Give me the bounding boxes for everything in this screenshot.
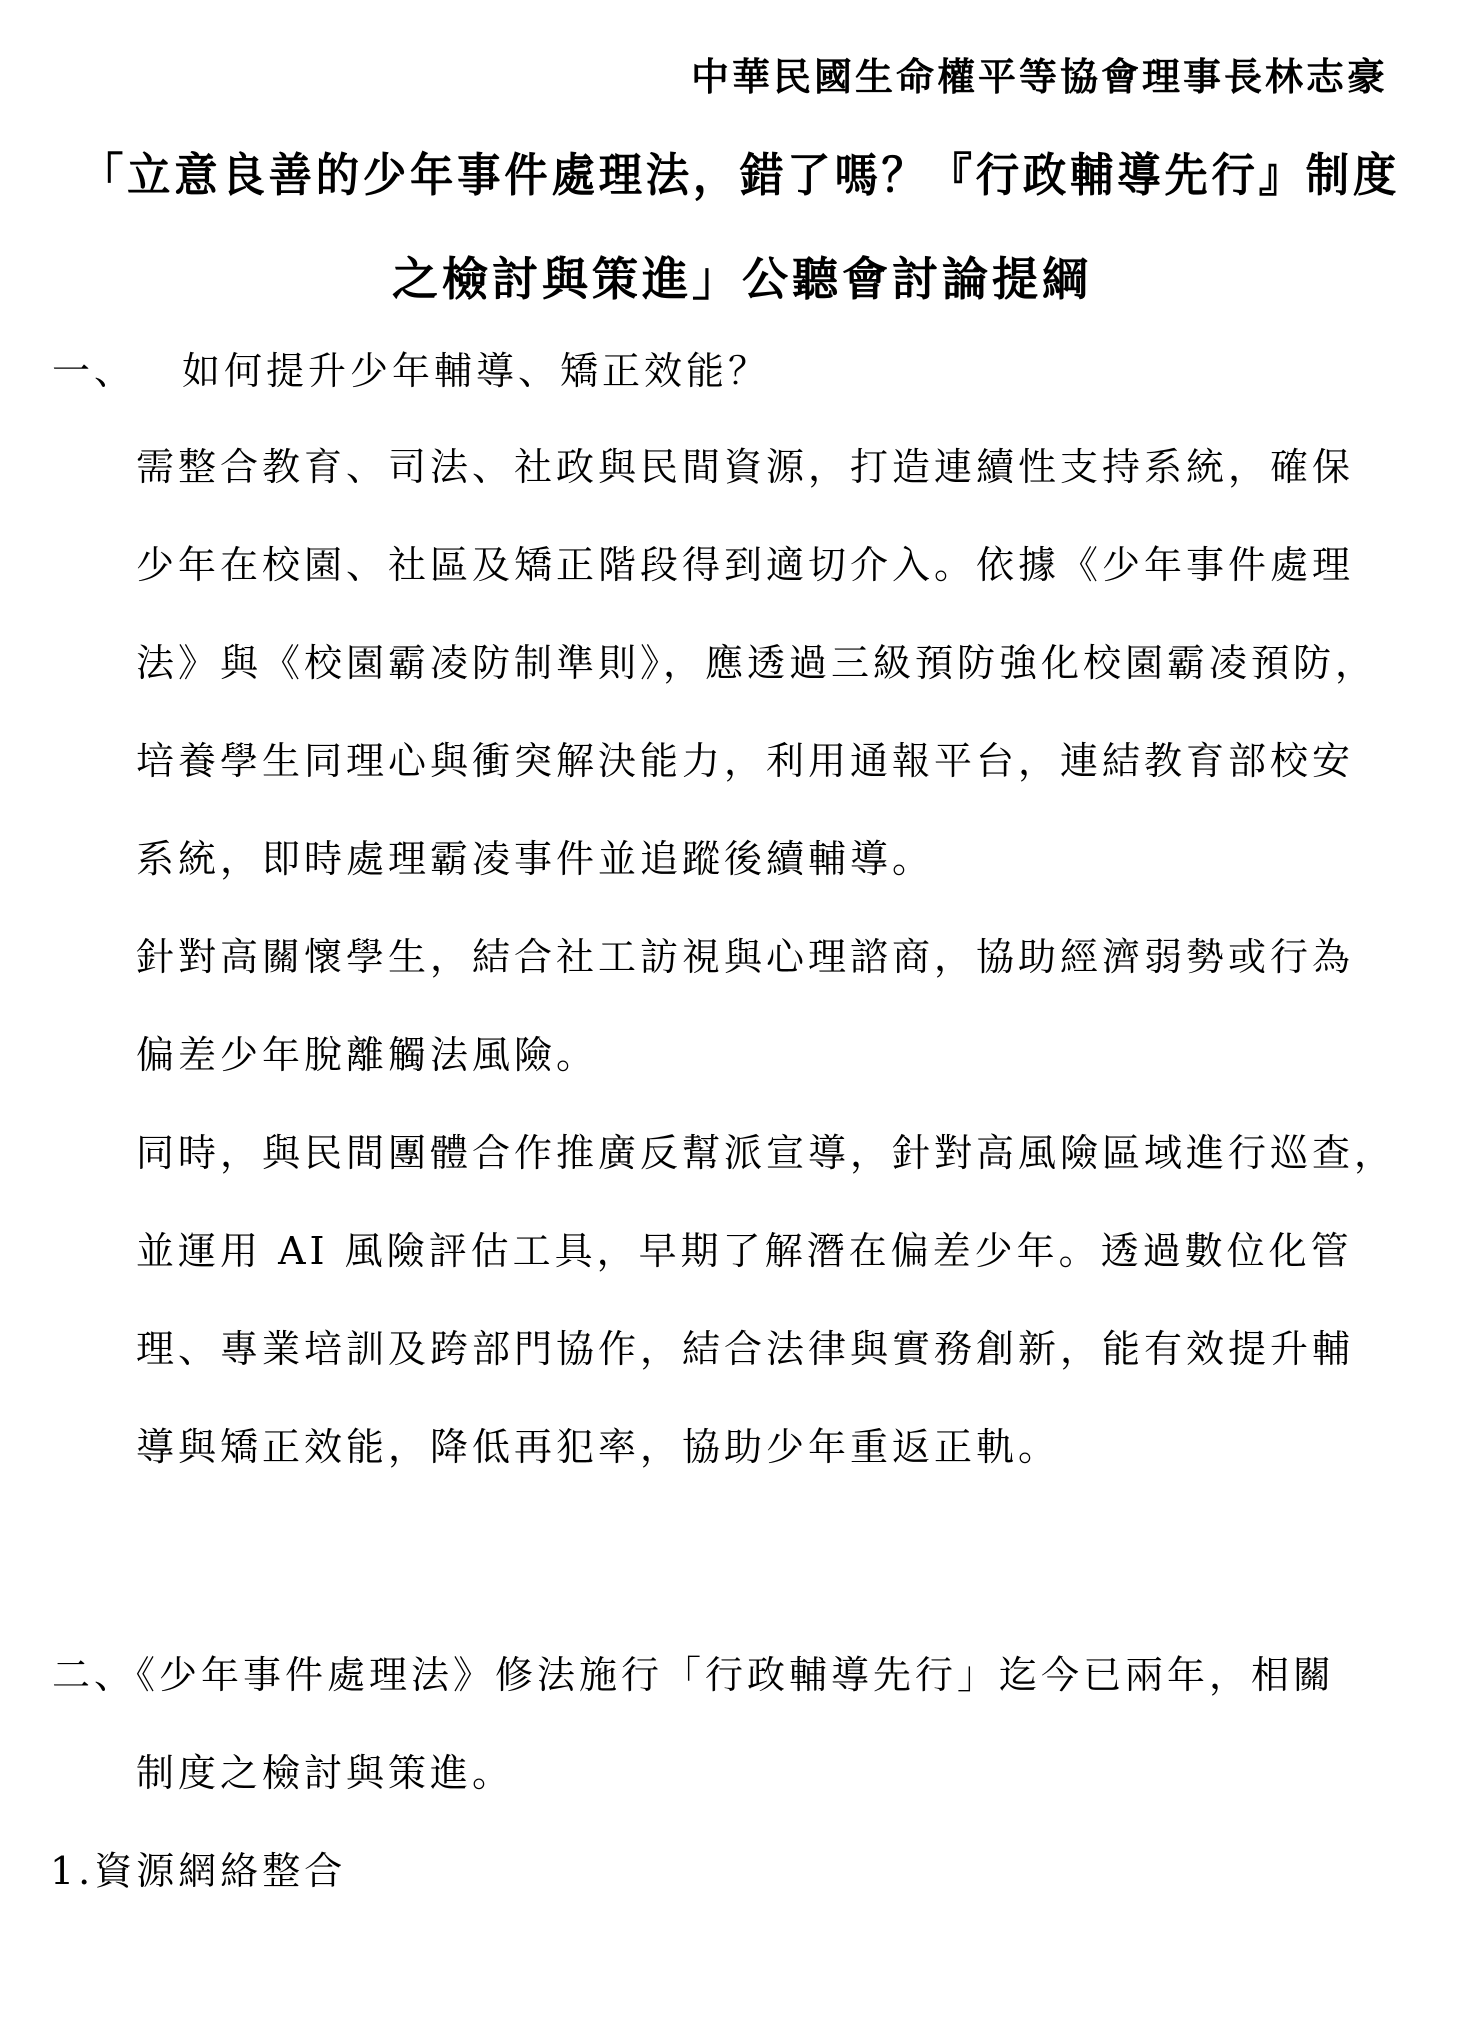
section2-item1: 1.資源網絡整合: [50, 1849, 347, 1893]
section1-para3-line2: 並運用 AI 風險評估工具，早期了解潛在偏差少年。透過數位化管: [136, 1229, 1353, 1273]
section1-para1-line4: 培養學生同理心與衝突解決能力，利用通報平台，連結教育部校安: [136, 739, 1355, 783]
section2-heading-line1: 二、《少年事件處理法》修法施行「行政輔導先行」迄今已兩年，相關: [52, 1653, 1336, 1697]
section2-heading-line2: 制度之檢討與策進。: [136, 1751, 515, 1795]
section1-number: 一、: [52, 349, 137, 393]
section1-para1-line1: 需整合教育、司法、社政與民間資源，打造連續性支持系統，確保: [136, 445, 1355, 489]
section1-para1-line3: 法》與《校園霸凌防制準則》，應透過三級預防強化校園霸凌預防，: [136, 641, 1378, 685]
section1-para2-line2: 偏差少年脫離觸法風險。: [136, 1033, 599, 1077]
section1-para3-line1: 同時，與民間團體合作推廣反幫派宣導，針對高風險區域進行巡查，: [136, 1131, 1397, 1175]
section1-para3-line3: 理、專業培訓及跨部門協作，結合法律與實務創新，能有效提升輔: [136, 1327, 1355, 1371]
author-line: 中華民國生命權平等協會理事長林志豪: [690, 55, 1388, 99]
title-line-1: 「立意良善的少年事件處理法，錯了嗎？『行政輔導先行』制度: [80, 148, 1401, 202]
title-line-2: 之檢討與策進」公聽會討論提綱: [392, 252, 1092, 306]
section1-para2-line1: 針對高關懷學生，結合社工訪視與心理諮商，協助經濟弱勢或行為: [136, 935, 1355, 979]
section1-para1-line5: 系統，即時處理霸凌事件並追蹤後續輔導。: [136, 837, 935, 881]
section1-para1-line2: 少年在校園、社區及矯正階段得到適切介入。依據《少年事件處理: [136, 543, 1355, 587]
section1-heading: 如何提升少年輔導、矯正效能？: [182, 349, 771, 393]
section1-para3-line4: 導與矯正效能，降低再犯率，協助少年重返正軌。: [136, 1425, 1061, 1469]
